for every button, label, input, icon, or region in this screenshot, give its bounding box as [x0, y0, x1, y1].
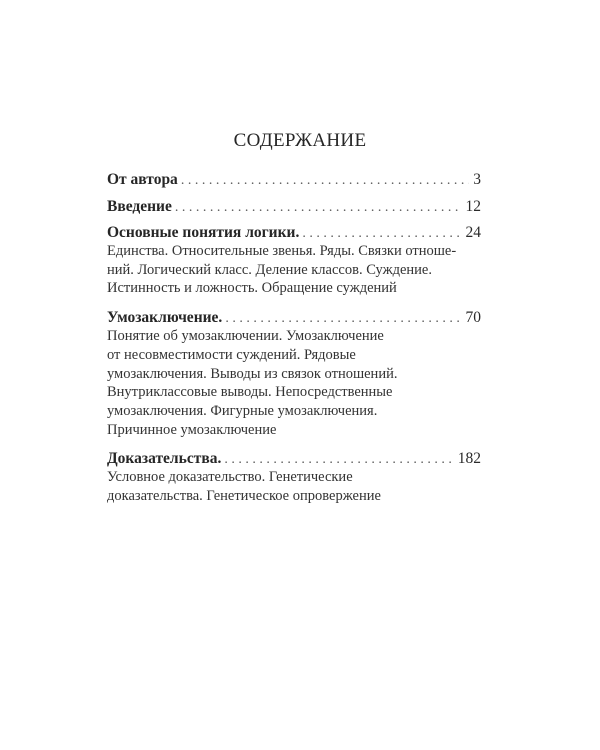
toc-entry-title: Умозаключение.: [107, 309, 223, 327]
page-title: СОДЕРЖАНИЕ: [233, 130, 367, 151]
description-line: Внутриклассовые выводы. Непосредственные: [107, 384, 393, 401]
toc-entry-header: [107, 308, 481, 327]
table-of-contents: [107, 170, 481, 506]
toc-entry-page-number: 24: [465, 224, 481, 241]
description-line: Понятие об умозаключении. Умозаключение: [107, 328, 384, 345]
toc-entry-page-number: 182: [457, 450, 481, 468]
toc-entry-title: От автора: [107, 171, 178, 188]
toc-entry-introduction[interactable]: [107, 197, 481, 216]
description-line: Причинное умозаключение: [107, 421, 277, 438]
description-line: Условное доказательство. Генетические: [107, 469, 353, 486]
dot-leader: [172, 198, 462, 216]
dot-leader: [221, 450, 453, 468]
description-line: умозаключения. Фигурные умозаключения.: [107, 402, 378, 419]
toc-entry-basic-concepts[interactable]: [107, 223, 481, 298]
description-line: ний. Логический класс. Деление классов. Суждение.: [107, 261, 432, 278]
dot-leader: [178, 171, 469, 189]
toc-entry-header: [107, 449, 481, 468]
toc-entry-proofs[interactable]: [107, 449, 481, 505]
toc-entry-header: [107, 223, 481, 242]
toc-entry-page-number: 70: [465, 309, 481, 327]
toc-entry-header: [107, 197, 481, 216]
description-line: умозаключения. Выводы из связок отношений.: [107, 365, 398, 382]
toc-entry-page-number: 12: [465, 198, 481, 215]
toc-entry-description: [107, 468, 481, 505]
toc-entry-title: Доказательства.: [107, 450, 222, 468]
description-line: от несовместимости суждений. Рядовые: [107, 346, 356, 363]
description-line: Единства. Относительные звенья. Ряды. Связки отноше-: [107, 243, 457, 259]
toc-entry-page-number: 3: [473, 171, 481, 188]
toc-entry-from-author[interactable]: [107, 170, 481, 189]
toc-entry-inference[interactable]: [107, 308, 481, 439]
dot-leader: [222, 309, 461, 327]
dot-leader: [299, 224, 461, 242]
toc-entry-title: Введение: [107, 198, 172, 215]
toc-entry-header: [107, 170, 481, 189]
description-line: Истинность и ложность. Обращение суждений: [107, 280, 397, 297]
toc-entry-title: Основные понятия логики.: [107, 224, 300, 241]
toc-entry-description: [107, 327, 481, 439]
toc-entry-description: [107, 242, 481, 298]
description-line: доказательства. Генетическое опровержение: [107, 488, 381, 505]
